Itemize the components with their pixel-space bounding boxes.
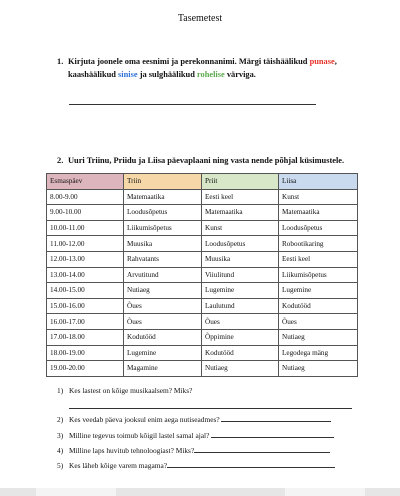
task-1-text-e: värviga. xyxy=(224,70,256,79)
table-row xyxy=(47,251,358,267)
task-1-text-a: Kirjuta joonele oma eesnimi ja perekonnanimi. Märgi täishäälikud xyxy=(68,57,310,66)
question-text: Kes läheb kõige varem magama? xyxy=(69,461,168,470)
table-cell-priit: Muusika xyxy=(202,251,279,267)
table-cell-liisa: Nutiaeg xyxy=(279,361,358,377)
table-cell-liisa: Loodusõpetus xyxy=(279,220,358,236)
scroll-segment xyxy=(36,488,116,496)
table-row xyxy=(47,189,358,205)
table-cell-priit: Laulutund xyxy=(202,298,279,314)
task-2-number: 2. xyxy=(57,156,64,165)
question-number: 2) xyxy=(57,415,64,424)
table-cell-priit: Viiulitund xyxy=(202,267,279,283)
table-row xyxy=(47,314,358,330)
question-5-answer-line[interactable] xyxy=(167,461,335,468)
table-cell-time: 16.00-17.00 xyxy=(47,314,124,330)
table-cell-liisa: Matemaatika xyxy=(279,205,358,221)
question-4 xyxy=(57,446,330,455)
schedule-table xyxy=(46,173,358,377)
table-cell-time: 18.00-19.00 xyxy=(47,345,124,361)
table-row xyxy=(47,267,358,283)
table-cell-triin: Liikumisõpetus xyxy=(124,220,202,236)
table-cell-triin: Õues xyxy=(124,314,202,330)
question-text: Kes lastest on kõige musikaalsem? Miks? xyxy=(69,386,193,395)
table-row xyxy=(47,283,358,299)
table-cell-priit: Matemaatika xyxy=(202,205,279,221)
task-1-text-c: kaashäälikud xyxy=(68,70,119,79)
table-cell-priit: Eesti keel xyxy=(202,189,279,205)
table-cell-time: 10.00-11.00 xyxy=(47,220,124,236)
table-cell-triin: Kodutööd xyxy=(124,329,202,345)
table-cell-priit: Lugemine xyxy=(202,283,279,299)
table-cell-liisa: Lugemine xyxy=(279,283,358,299)
table-cell-triin: Matemaatika xyxy=(124,189,202,205)
question-number: 1) xyxy=(57,386,64,395)
table-cell-liisa: Robootikaring xyxy=(279,236,358,252)
question-3 xyxy=(57,431,334,440)
table-cell-liisa: Liikumisõpetus xyxy=(279,267,358,283)
page-title: Tasemetest xyxy=(177,13,223,24)
table-cell-priit: Kunst xyxy=(202,220,279,236)
question-4-answer-line[interactable] xyxy=(194,446,330,453)
table-cell-liisa: Eesti keel xyxy=(279,251,358,267)
table-cell-time: 15.00-16.00 xyxy=(47,298,124,314)
table-row xyxy=(47,205,358,221)
question-1-answer-line[interactable] xyxy=(69,408,352,409)
question-2 xyxy=(57,415,331,424)
table-cell-priit: Kodutööd xyxy=(202,345,279,361)
table-row xyxy=(47,220,358,236)
task-1-green-word: rohelise xyxy=(196,70,225,79)
question-number: 4) xyxy=(57,446,64,455)
table-cell-triin: Nutiaeg xyxy=(124,283,202,299)
question-number: 5) xyxy=(57,461,64,470)
table-cell-triin: Lugemine xyxy=(124,345,202,361)
table-cell-triin: Õues xyxy=(124,298,202,314)
table-cell-time: 11.00-12.00 xyxy=(47,236,124,252)
scroll-segment xyxy=(285,488,365,496)
table-cell-liisa: Õues xyxy=(279,314,358,330)
table-cell-triin: Magamine xyxy=(124,361,202,377)
table-cell-priit: Õues xyxy=(202,314,279,330)
table-cell-triin: Loodusõpetus xyxy=(124,205,202,221)
table-row xyxy=(47,298,358,314)
table-cell-time: 14.00-15.00 xyxy=(47,283,124,299)
table-cell-triin: Arvutitund xyxy=(124,267,202,283)
header-triin: Triin xyxy=(124,174,202,190)
table-row xyxy=(47,329,358,345)
table-cell-liisa: Kodutööd xyxy=(279,298,358,314)
table-row xyxy=(47,345,358,361)
task-1-text-b: , xyxy=(334,57,337,66)
bottom-scrollbar[interactable] xyxy=(0,488,400,496)
table-cell-priit: Nutiaeg xyxy=(202,361,279,377)
task-2-instruction: Uuri Triinu, Priidu ja Liisa päevaplaani ning vasta nende põhjal küsimustele. xyxy=(68,156,345,165)
task-1-text-d: ja sulghäälikud xyxy=(137,70,197,79)
question-text: Milline tegevus toimub kõigil lastel samal ajal? xyxy=(69,431,212,440)
table-cell-time: 12.00-13.00 xyxy=(47,251,124,267)
table-row xyxy=(47,236,358,252)
task-1-instruction xyxy=(68,55,358,81)
task-1-blue-word: sinise xyxy=(118,70,138,79)
table-cell-time: 13.00-14.00 xyxy=(47,267,124,283)
question-1 xyxy=(57,386,192,395)
question-3-answer-line[interactable] xyxy=(211,431,334,438)
question-text: Kes veedab päeva jooksul enim aega nutiseadmes? xyxy=(69,415,222,424)
table-row xyxy=(47,361,358,377)
table-cell-time: 19.00-20.00 xyxy=(47,361,124,377)
table-cell-time: 9.00-10.00 xyxy=(47,205,124,221)
table-cell-triin: Rahvatants xyxy=(124,251,202,267)
table-cell-priit: Loodusõpetus xyxy=(202,236,279,252)
header-liisa: Liisa xyxy=(279,174,358,190)
task-1-number: 1. xyxy=(57,57,64,66)
table-cell-time: 17.00-18.00 xyxy=(47,329,124,345)
question-text: Milline laps huvitub tehnoloogiast? Miks? xyxy=(69,446,195,455)
question-number: 3) xyxy=(57,431,64,440)
table-cell-priit: Õppimine xyxy=(202,329,279,345)
header-esmaspaev: Esmaspäev xyxy=(47,174,124,190)
question-2-answer-line[interactable] xyxy=(221,415,331,422)
header-priit: Priit xyxy=(202,174,279,190)
question-5 xyxy=(57,461,335,470)
table-cell-liisa: Nutiaeg xyxy=(279,329,358,345)
table-cell-liisa: Kunst xyxy=(279,189,358,205)
name-answer-line[interactable] xyxy=(69,104,316,105)
table-header-row xyxy=(47,174,358,190)
table-cell-time: 8.00-9.00 xyxy=(47,189,124,205)
table-cell-triin: Muusika xyxy=(124,236,202,252)
table-cell-liisa: Legodega mäng xyxy=(279,345,358,361)
task-1-red-word: punase xyxy=(309,57,335,66)
